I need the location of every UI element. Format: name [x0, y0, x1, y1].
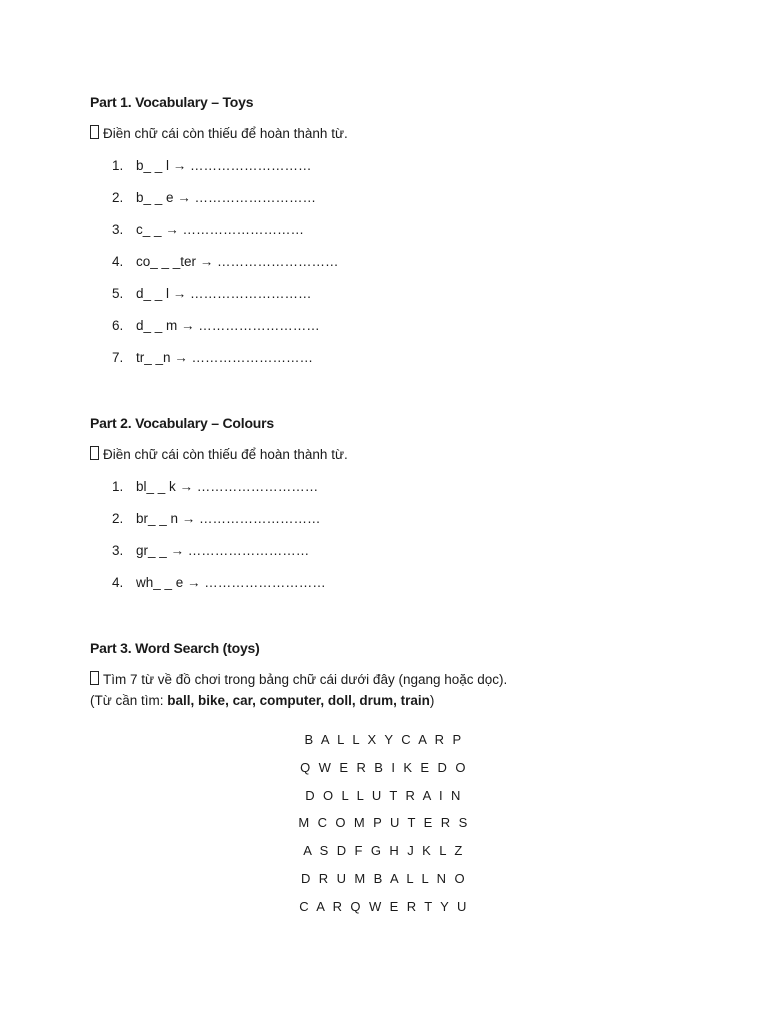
- list-item: [90, 348, 690, 380]
- list-item: [90, 220, 690, 252]
- part2-list: [90, 477, 690, 605]
- part3-instruction: [90, 670, 690, 690]
- item-text: tr_ _n → ………………………: [136, 350, 314, 365]
- item-number: 4.: [112, 575, 124, 590]
- item-number: 3.: [112, 222, 124, 237]
- part1-title: Part 1. Vocabulary – Toys: [90, 94, 254, 110]
- grid-row: M C O M P U T E R S: [298, 815, 470, 831]
- item-text: b_ _ e → ………………………: [136, 190, 317, 205]
- list-item: [90, 477, 690, 509]
- item-text: d_ _ m → ………………………: [136, 318, 320, 333]
- lookfor-prefix: (Từ cần tìm:: [90, 693, 168, 708]
- list-item: [90, 188, 690, 220]
- list-item: [90, 573, 690, 605]
- part3-instruction-text: Tìm 7 từ về đồ chơi trong bảng chữ cái dưới đây (ngang hoặc dọc).: [103, 672, 508, 687]
- item-number: 4.: [112, 254, 124, 269]
- part2-instruction: [90, 445, 690, 465]
- part2-instruction-text: Điền chữ cái còn thiếu để hoàn thành từ.: [103, 447, 348, 462]
- list-item: [90, 284, 690, 316]
- item-text: gr_ _ → ………………………: [136, 543, 310, 558]
- list-item: [90, 156, 690, 188]
- grid-row: C A R Q W E R T Y U: [299, 898, 469, 914]
- grid-row: D O L L U T R A I N: [305, 787, 463, 803]
- item-number: 1.: [112, 479, 124, 494]
- item-number: 3.: [112, 543, 124, 558]
- item-text: d_ _ l → ………………………: [136, 286, 312, 301]
- part1-instruction: [90, 124, 690, 144]
- word-search-grid: [0, 730, 768, 925]
- list-item: [90, 316, 690, 348]
- list-item: [90, 509, 690, 541]
- checkbox-icon: [90, 125, 99, 139]
- part1-instruction-text: Điền chữ cái còn thiếu để hoàn thành từ.: [103, 126, 348, 141]
- worksheet: [90, 92, 690, 925]
- grid-row: D R U M B A L L N O: [300, 870, 467, 886]
- words-to-find: [90, 690, 690, 712]
- item-number: 2.: [112, 511, 124, 526]
- item-text: c_ _ → ………………………: [136, 222, 305, 237]
- item-text: co_ _ _ter → ………………………: [136, 254, 339, 269]
- part3-title: Part 3. Word Search (toys): [90, 640, 260, 656]
- part1-list: [90, 156, 690, 380]
- item-number: 6.: [112, 318, 124, 333]
- item-text: wh_ _ e → ………………………: [136, 575, 326, 590]
- item-text: br_ _ n → ………………………: [136, 511, 321, 526]
- list-item: [90, 541, 690, 573]
- item-text: b_ _ l → ………………………: [136, 158, 312, 173]
- grid-row: Q W E R B I K E D O: [300, 759, 468, 775]
- grid-row: A S D F G H J K L Z: [303, 843, 465, 859]
- item-number: 1.: [112, 158, 124, 173]
- spacer: [90, 380, 690, 413]
- item-number: 5.: [112, 286, 124, 301]
- item-number: 7.: [112, 350, 124, 365]
- spacer: [90, 605, 690, 638]
- list-item: [90, 252, 690, 284]
- checkbox-icon: [90, 446, 99, 460]
- lookfor-suffix: ): [429, 693, 435, 708]
- grid-row: B A L L X Y C A R P: [304, 732, 464, 747]
- item-text: bl_ _ k → ………………………: [136, 479, 319, 494]
- lookfor-words: ball, bike, car, computer, doll, drum, train: [167, 693, 430, 708]
- checkbox-icon: [90, 671, 99, 685]
- item-number: 2.: [112, 190, 124, 205]
- part2-title: Part 2. Vocabulary – Colours: [90, 415, 274, 431]
